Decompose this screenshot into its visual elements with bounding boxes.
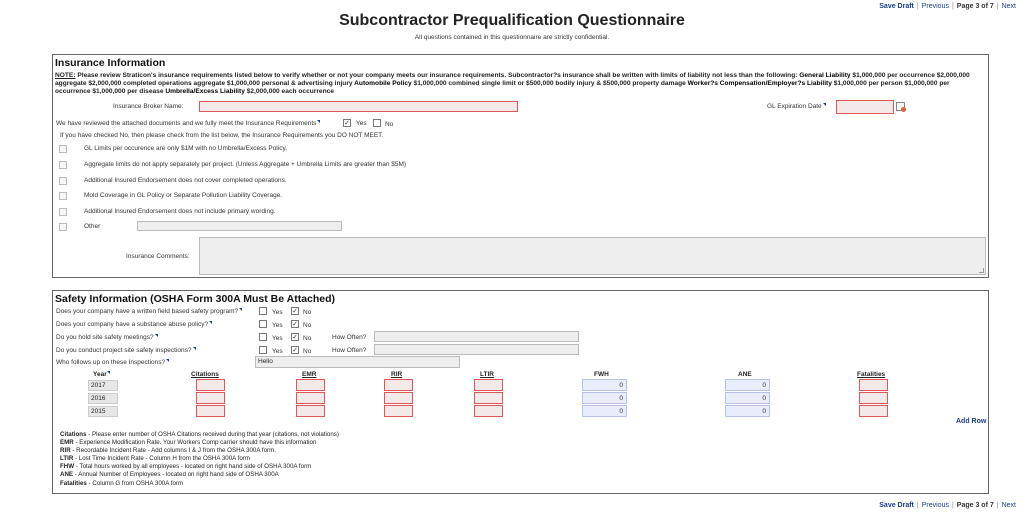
- insurance-comments-label: Insurance Comments:: [126, 253, 190, 260]
- meet-requirements-text: We have reviewed the attached documents and we fully meet the Insurance Requirements: [56, 120, 317, 127]
- how-often-label: How Often?: [332, 334, 367, 341]
- legend-abbr: Citations: [60, 431, 87, 438]
- help-marker-icon[interactable]: [155, 334, 158, 337]
- help-marker-icon[interactable]: [166, 359, 169, 362]
- safety-question-text: Do you hold site safety meetings?: [56, 334, 154, 341]
- requirement-label: Mold Coverage in GL Policy or Separate Pollution Liability Coverage.: [84, 192, 283, 199]
- page-title: Subcontractor Prequalification Questionnaire: [339, 12, 685, 29]
- safety-question-text: Do you conduct project site safety inspections?: [56, 347, 192, 354]
- citations-input[interactable]: [196, 379, 225, 391]
- fatalities-input[interactable]: [859, 379, 888, 391]
- fwh-input[interactable]: 0: [582, 405, 627, 417]
- col-ltir: LTIR: [480, 371, 494, 378]
- previous-link[interactable]: Previous: [921, 502, 949, 509]
- yes-label: Yes: [272, 322, 283, 329]
- ane-input[interactable]: 0: [725, 379, 770, 391]
- safety-yes-checkbox[interactable]: [259, 346, 267, 354]
- rir-input[interactable]: [384, 392, 413, 404]
- save-draft-link[interactable]: Save Draft: [879, 3, 914, 10]
- if-no-instruction: If you have checked No, then please check from the list below, the Insurance Requirements you DO NOT MEET.: [60, 132, 384, 139]
- other-checkbox[interactable]: [59, 223, 67, 231]
- no-label: No: [303, 322, 312, 329]
- legend-desc: - Total hours worked by all employees - located on right hand side of OSHA 300A form: [74, 463, 312, 471]
- citations-input[interactable]: [196, 392, 225, 404]
- fatalities-input[interactable]: [859, 392, 888, 404]
- year-cell: 2015: [88, 406, 118, 417]
- col-fwh: FWH: [594, 371, 609, 378]
- auto-text: $1,000,000 combined single limit or $500,000 bodily injury & $500,000 property damage: [411, 80, 688, 87]
- safety-question-text: Does your company have a written field based safety program?: [56, 308, 239, 315]
- gl-label: General Liability: [799, 72, 851, 79]
- legend-abbr: Fatalities: [60, 479, 87, 487]
- ltir-input[interactable]: [474, 379, 503, 391]
- year-cell: 2017: [88, 380, 118, 391]
- yes-label: Yes: [272, 309, 283, 316]
- year-cell: 2016: [88, 393, 118, 404]
- gl-text: $1,000,000 per occurrence $2,000,000 aggregate $2,000,000 completed operations aggregate $1,000,000 personal & advertising injury: [55, 72, 970, 87]
- help-marker-icon[interactable]: [193, 347, 196, 350]
- page-indicator: Page 3 of 7: [956, 502, 994, 509]
- safety-question: [56, 334, 158, 341]
- legend-item: [60, 463, 339, 471]
- requirement-checkbox[interactable]: [59, 161, 67, 169]
- insurance-section-title: Insurance Information: [55, 57, 166, 69]
- broker-name-input[interactable]: [199, 101, 518, 112]
- legend-abbr: EMR: [60, 439, 74, 447]
- ltir-input[interactable]: [474, 405, 503, 417]
- legend-abbr: RIR: [60, 447, 71, 455]
- requirement-label: Aggregate limits do not apply separately per project. (Unless Aggregate + Umbrella Limits are greater than $5M): [84, 161, 407, 168]
- next-link[interactable]: Next: [1001, 502, 1016, 509]
- safety-question: [56, 347, 196, 354]
- ane-input[interactable]: 0: [725, 392, 770, 404]
- col-fatalities: Fatalities: [857, 371, 886, 378]
- yes-label: Yes: [272, 348, 283, 355]
- abbreviation-legend: [60, 431, 339, 488]
- legend-abbr: ANE: [60, 471, 74, 479]
- legend-abbr: LTIR: [60, 455, 74, 463]
- resize-grip-icon[interactable]: [979, 268, 984, 273]
- nav-separator: |: [996, 3, 999, 10]
- legend-desc: - Lost Time Incident Rate - Column H from the OSHA 300A form: [73, 455, 251, 463]
- requirement-checkbox[interactable]: [59, 208, 67, 216]
- note-text: Please review Straticon's insurance requirements listed below to verify whether or not your company meets our insurance requirements. Subcontractor?s insurance shall be written with limits of liability not less than the following:: [75, 72, 800, 79]
- add-row-link[interactable]: Add Row: [956, 418, 987, 425]
- nav-separator: |: [996, 502, 999, 509]
- requirement-label: Additional Insured Endorsement does not include primary wording.: [84, 208, 276, 215]
- legend-item: [60, 447, 339, 455]
- legend-desc: - Recordable Incident Rate - Add columns I & J from the OSHA 300A form.: [70, 447, 276, 455]
- fwh-input[interactable]: 0: [582, 379, 627, 391]
- legend-abbr: FHW: [60, 463, 75, 471]
- help-marker-icon[interactable]: [209, 321, 212, 324]
- rir-input[interactable]: [384, 379, 413, 391]
- emr-input[interactable]: [296, 379, 325, 391]
- gl-expiration-input[interactable]: [836, 100, 894, 114]
- calendar-icon[interactable]: [896, 102, 905, 111]
- nav-separator: |: [951, 3, 954, 10]
- safety-yes-checkbox[interactable]: [259, 307, 267, 315]
- no-label: No: [303, 309, 312, 316]
- safety-no-checkbox[interactable]: ✓: [292, 321, 298, 328]
- previous-link[interactable]: Previous: [921, 3, 949, 10]
- who-follows-up-text: Who follows up on these Inspections?: [56, 359, 166, 366]
- umbrella-label: Umbrella/Excess Liability: [165, 88, 245, 95]
- legend-desc: - Experience Modification Rate. Your Workers Comp carrier should have this information: [73, 439, 317, 447]
- page-subtitle: All questions contained in this questionnaire are strictly confidential.: [414, 34, 610, 41]
- auto-label: Automobile Policy: [354, 80, 412, 87]
- legend-item: [60, 439, 339, 447]
- save-draft-link[interactable]: Save Draft: [879, 502, 914, 509]
- legend-desc: - Annual Number of Employees - located on right hand side of OSHA 300A: [73, 471, 279, 479]
- nav-separator: |: [916, 3, 919, 10]
- insurance-section: [52, 54, 989, 278]
- page-indicator: Page 3 of 7: [956, 3, 994, 10]
- other-label: Other: [84, 223, 101, 230]
- safety-no-checkbox[interactable]: ✓: [292, 334, 298, 341]
- legend-item: [60, 471, 339, 479]
- safety-yes-checkbox[interactable]: [259, 320, 267, 328]
- meet-no-label: No: [385, 121, 394, 128]
- help-marker-icon[interactable]: [823, 103, 826, 106]
- gl-expiration-label: [767, 103, 826, 110]
- col-citations: Citations: [191, 371, 219, 378]
- legend-item: [60, 431, 339, 439]
- col-ane: ANE: [738, 371, 752, 378]
- emr-input[interactable]: [296, 392, 325, 404]
- no-label: No: [303, 348, 312, 355]
- rir-input[interactable]: [384, 405, 413, 417]
- safety-no-checkbox[interactable]: ✓: [292, 347, 298, 354]
- help-marker-icon[interactable]: [239, 308, 242, 311]
- who-follows-up-input[interactable]: Hello: [255, 356, 460, 368]
- wc-label: Worker?s Compensation/Employer?s Liability: [687, 80, 832, 87]
- legend-item: [60, 480, 339, 488]
- legend-desc: - Column G from OSHA 300A form: [86, 479, 184, 487]
- next-link[interactable]: Next: [1001, 3, 1016, 10]
- col-year-text: Year: [93, 371, 107, 378]
- other-input[interactable]: [137, 221, 342, 231]
- nav-separator: |: [951, 502, 954, 509]
- safety-section-title: Safety Information (OSHA Form 300A Must Be Attached): [55, 293, 336, 305]
- safety-question: [56, 321, 212, 328]
- emr-input[interactable]: [296, 405, 325, 417]
- yes-label: Yes: [272, 335, 283, 342]
- insurance-comments-textarea[interactable]: [199, 237, 986, 275]
- legend-item: [60, 455, 339, 463]
- how-often-meetings-input[interactable]: [374, 331, 579, 342]
- col-rir: RIR: [391, 371, 403, 378]
- help-marker-icon[interactable]: [107, 371, 110, 374]
- ane-input[interactable]: 0: [725, 405, 770, 417]
- requirement-checkbox[interactable]: [59, 177, 67, 185]
- who-follows-up-label: [56, 359, 169, 366]
- citations-input[interactable]: [196, 405, 225, 417]
- top-nav: [879, 3, 1016, 10]
- help-marker-icon[interactable]: [317, 120, 320, 123]
- umbrella-text: $2,000,000 each occurrence: [244, 88, 334, 95]
- legend-desc: - Please enter number of OSHA Citations received during that year (citations, not violations): [86, 431, 339, 438]
- meet-yes-checkbox[interactable]: ✓: [344, 120, 350, 127]
- fatalities-input[interactable]: [859, 405, 888, 417]
- meet-no-checkbox[interactable]: [373, 119, 381, 127]
- broker-name-label: Insurance Broker Name:: [113, 103, 184, 110]
- safety-no-checkbox[interactable]: ✓: [292, 308, 298, 315]
- safety-question: [56, 308, 242, 315]
- requirement-label: GL Limits per occurence are only $1M with no Umbrella/Excess Policy.: [84, 145, 288, 152]
- nav-separator: |: [916, 502, 919, 509]
- meet-requirements-question: [56, 120, 320, 127]
- no-label: No: [303, 335, 312, 342]
- col-year: [93, 371, 110, 378]
- safety-yes-checkbox[interactable]: [259, 333, 267, 341]
- safety-section: [52, 290, 989, 494]
- requirement-checkbox[interactable]: [59, 192, 67, 200]
- wc-text: $1,000,000 per person $1,000,000 per occurrence $1,000,000 per disease: [55, 80, 950, 95]
- col-emr: EMR: [302, 371, 317, 378]
- gl-expiration-label-text: GL Expiration Date: [767, 103, 822, 110]
- fwh-input[interactable]: 0: [582, 392, 627, 404]
- insurance-note: [55, 72, 985, 96]
- note-lead: NOTE:: [55, 72, 76, 79]
- requirement-label: Additional Insured Endorsement does not cover completed operations.: [84, 177, 287, 184]
- meet-yes-label: Yes: [356, 120, 367, 127]
- how-often-label: How Often?: [332, 347, 367, 354]
- safety-question-text: Does your company have a substance abuse policy?: [56, 321, 209, 328]
- how-often-inspections-input[interactable]: [374, 344, 579, 355]
- requirement-checkbox[interactable]: [59, 145, 67, 153]
- ltir-input[interactable]: [474, 392, 503, 404]
- bottom-nav: [879, 502, 1016, 509]
